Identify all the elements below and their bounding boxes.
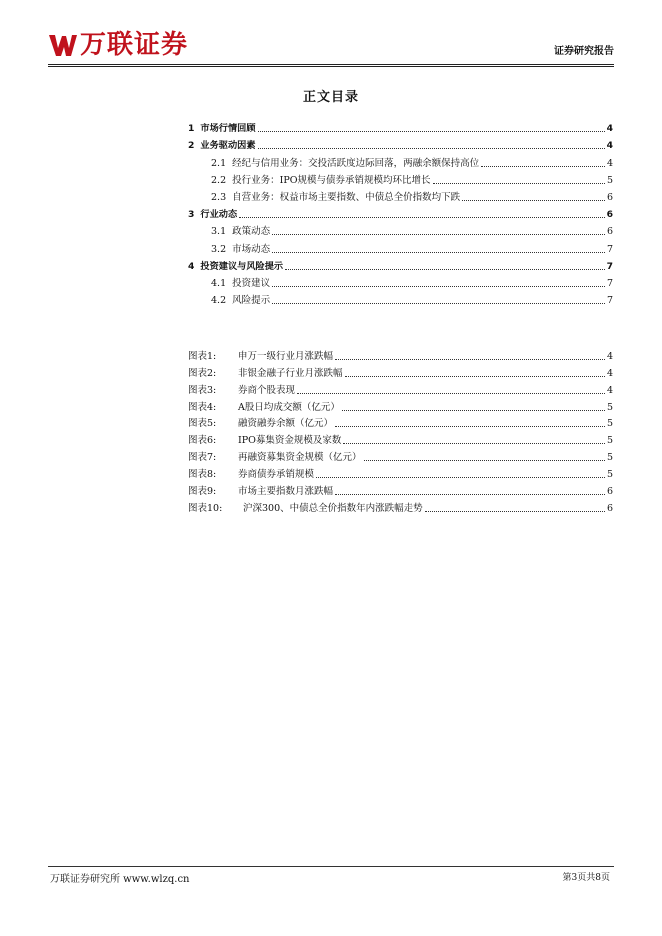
dot-leader — [335, 494, 605, 495]
figure-entry-page: 4 — [606, 350, 613, 362]
figure-entry-label: 图表4: — [188, 401, 217, 413]
toc-entry-page: 6 — [606, 191, 613, 203]
toc-entry-title: 市场动态 — [232, 243, 271, 255]
toc-entry-title: 业务驱动因素 — [200, 140, 256, 152]
figure-entry[interactable] — [188, 363, 613, 380]
toc-entry-title: 政策动态 — [232, 226, 271, 238]
figure-entry-page: 6 — [606, 486, 613, 498]
toc-entry-page: 7 — [606, 277, 613, 289]
toc-entry[interactable] — [188, 135, 613, 152]
footer-divider — [48, 866, 614, 867]
dot-leader — [272, 286, 605, 287]
toc-entry[interactable] — [188, 290, 613, 307]
toc-entry[interactable] — [188, 256, 613, 273]
toc-entry-title: 投行业务：IPO规模与债券承销规模均环比增长 — [232, 174, 431, 186]
toc-entry-number: 4.1 — [211, 277, 227, 289]
dot-leader — [343, 443, 605, 444]
figure-entry-title: 融资融券余额（亿元） — [238, 418, 334, 430]
figure-entry-title: 券商债券承销规模 — [238, 469, 315, 481]
dot-leader — [462, 200, 605, 201]
figure-entry[interactable] — [188, 481, 613, 498]
dot-leader — [364, 460, 605, 461]
figure-entry-page: 5 — [606, 435, 613, 447]
dot-leader — [258, 148, 605, 149]
toc-entry-number: 2 — [188, 140, 195, 152]
toc-entry-page: 5 — [606, 174, 613, 186]
toc-entry[interactable] — [188, 273, 613, 290]
dot-leader — [481, 166, 605, 167]
toc-entry-page: 4 — [606, 123, 613, 135]
dot-leader — [239, 217, 604, 218]
figure-entry-label: 图表8: — [188, 469, 217, 481]
dot-leader — [342, 410, 605, 411]
toc-entry[interactable] — [188, 152, 613, 169]
figure-entry-title: 券商个股表现 — [238, 384, 296, 396]
figure-entry-label: 图表5: — [188, 418, 217, 430]
figure-entry-label: 图表1: — [188, 350, 217, 362]
toc-entry-page: 6 — [606, 209, 613, 221]
logo-text: 万联证券 — [80, 30, 189, 60]
page-header — [48, 24, 614, 64]
figure-entry[interactable] — [188, 430, 613, 447]
figure-entry-page: 5 — [606, 401, 613, 413]
dot-leader — [272, 234, 605, 235]
toc-entry-page: 4 — [606, 140, 613, 152]
toc-entry-page: 7 — [606, 295, 613, 307]
figure-entry-title: 非银金融子行业月涨跌幅 — [238, 367, 343, 379]
dot-leader — [272, 252, 605, 253]
figure-entry[interactable] — [188, 380, 613, 397]
dot-leader — [297, 393, 605, 394]
figure-entry-label: 图表9: — [188, 486, 217, 498]
toc-entry[interactable] — [188, 238, 613, 255]
toc-entry-number: 3 — [188, 209, 195, 221]
figure-entry-page: 5 — [606, 452, 613, 464]
header-divider — [48, 64, 614, 65]
figure-entry[interactable] — [188, 346, 613, 363]
report-type-label: 证券研究报告 — [554, 46, 614, 57]
dot-leader — [335, 426, 605, 427]
figure-entry-title: IPO募集资金规模及家数 — [238, 435, 342, 447]
toc-title: 正文目录 — [302, 90, 359, 105]
toc-entry-number: 3.2 — [211, 243, 227, 255]
toc-entry-title: 投资建议与风险提示 — [200, 260, 284, 272]
dot-leader — [345, 376, 605, 377]
figure-entry-page: 4 — [606, 367, 613, 379]
figure-entry-title: A股日均成交额（亿元） — [238, 401, 340, 413]
page-number: 第3页共8页 — [562, 873, 610, 883]
figure-entry-title: 市场主要指数月涨跌幅 — [238, 486, 334, 498]
toc-entry-number: 3.1 — [211, 226, 227, 238]
dot-leader — [285, 269, 605, 270]
toc-entry-number: 2.2 — [211, 174, 227, 186]
toc-entry[interactable] — [188, 187, 613, 204]
figure-entry-label: 图表7: — [188, 452, 217, 464]
footer-source: 万联证券研究所 www.wlzq.cn — [50, 874, 190, 885]
toc-entry-number: 4.2 — [211, 295, 227, 307]
toc-entry-page: 6 — [606, 226, 613, 238]
toc-entry-page: 7 — [606, 260, 613, 272]
toc-entry-title: 行业动态 — [200, 209, 238, 221]
figure-entry[interactable] — [188, 447, 613, 464]
figure-entry-label: 图表10: — [188, 502, 223, 514]
toc-entry-number: 2.3 — [211, 191, 227, 203]
toc-entry-page: 7 — [606, 243, 613, 255]
toc-entry-number: 4 — [188, 260, 195, 272]
figure-entry-page: 4 — [606, 384, 613, 396]
dot-leader — [425, 511, 605, 512]
figure-entry[interactable] — [188, 397, 613, 414]
logo-w-icon — [48, 30, 78, 60]
header-divider-thin — [48, 66, 614, 67]
dot-leader — [272, 303, 605, 304]
figure-entry-page: 5 — [606, 469, 613, 481]
toc-entry-title: 投资建议 — [232, 277, 271, 289]
figure-entry-page: 6 — [606, 502, 613, 514]
figure-entry[interactable] — [188, 414, 613, 431]
figure-entry-label: 图表3: — [188, 384, 217, 396]
dot-leader — [258, 131, 605, 132]
toc-entry-title: 自营业务：权益市场主要指数、中债总全价指数均下跌 — [232, 191, 461, 203]
toc-entry-page: 4 — [606, 157, 613, 169]
dot-leader — [335, 359, 605, 360]
toc-entry-number: 1 — [188, 123, 195, 135]
dot-leader — [433, 183, 605, 184]
list-of-figures — [188, 346, 613, 515]
figure-entry[interactable] — [188, 498, 613, 515]
toc-entry[interactable] — [188, 204, 613, 221]
toc-entry-number: 2.1 — [211, 157, 227, 169]
figure-entry-title: 再融资募集资金规模（亿元） — [238, 452, 362, 464]
company-logo — [48, 30, 188, 60]
figure-entry-page: 5 — [606, 418, 613, 430]
figure-entry-label: 图表6: — [188, 435, 217, 447]
dot-leader — [316, 477, 605, 478]
figure-entry-title: 沪深300、中债总全价指数年内涨跌幅走势 — [243, 502, 423, 514]
figure-entry-label: 图表2: — [188, 367, 217, 379]
toc-entry-title: 风险提示 — [232, 295, 271, 307]
toc-entry-title: 市场行情回顾 — [200, 123, 256, 135]
figure-entry[interactable] — [188, 464, 613, 481]
toc-entry[interactable] — [188, 170, 613, 187]
toc-entry-title: 经纪与信用业务：交投活跃度边际回落，两融余额保持高位 — [232, 157, 480, 169]
figure-entry-title: 申万一级行业月涨跌幅 — [238, 350, 334, 362]
toc-entry[interactable] — [188, 221, 613, 238]
table-of-contents — [188, 118, 613, 307]
toc-entry[interactable] — [188, 118, 613, 135]
